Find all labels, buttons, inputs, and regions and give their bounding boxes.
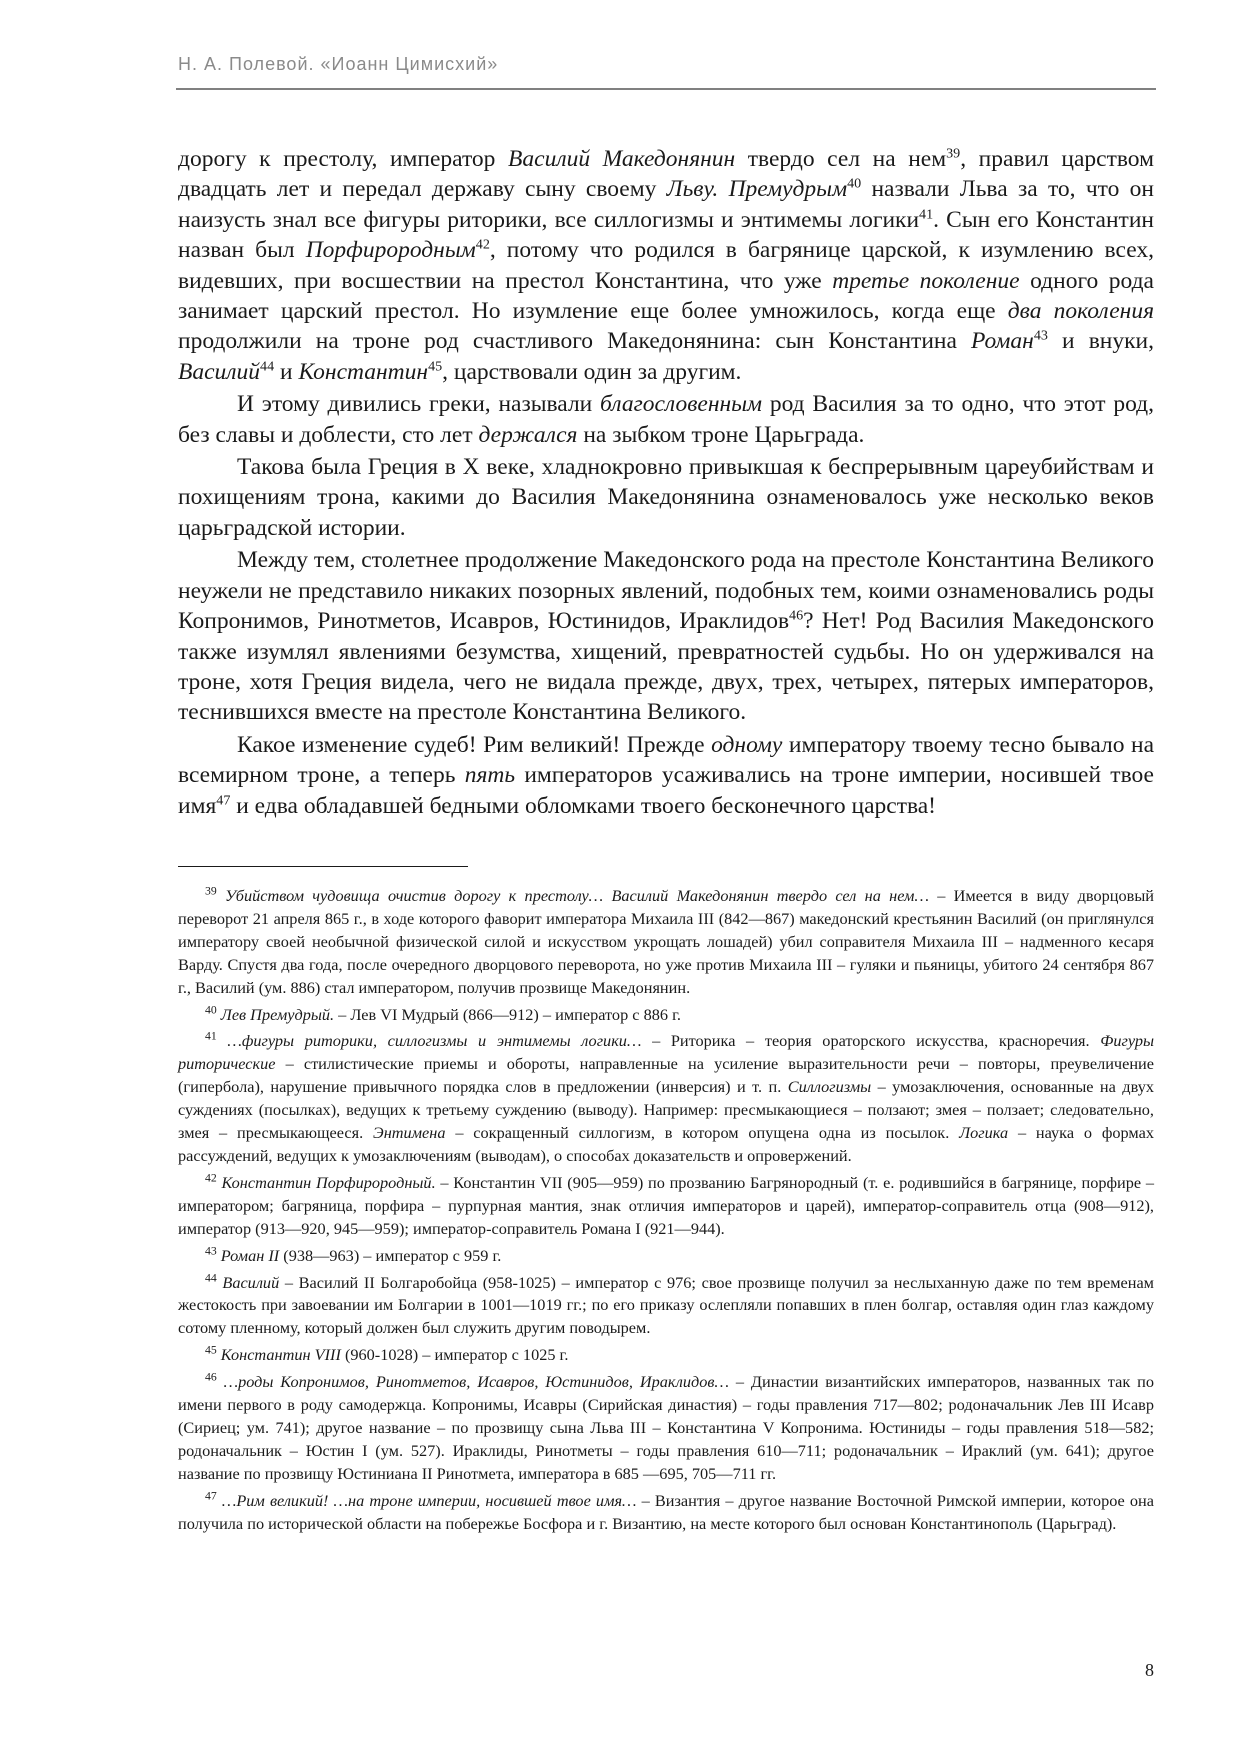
footnote-42: $^{42}$ Константин Порфирородный. – Константин VII (905—959) по прозванию Багрянородный (т. е. родившийся в багрянице, порфире – императором; багряница, порфира – пурпурная мантия, знак отличия императоров и царей), император-соправитель отца (908—912), император (913—920, 945—959); император-соправитель Романа I (921—944). <box>178 1171 1154 1238</box>
italic-term: Силлогизмы <box>787 1077 872 1097</box>
italic-term: Убийством чудовища очистив дорогу к престолу… Василий Македонянин твердо сел на нем… <box>225 886 929 905</box>
footnote-marker: 43 <box>205 1244 217 1258</box>
italic-term: Василий <box>222 1272 280 1292</box>
footnote-marker: 40 <box>847 175 862 192</box>
footnote-marker: 39 <box>946 145 961 162</box>
footnote-marker: 39 <box>205 884 217 898</box>
italic-term: одному <box>711 731 783 758</box>
italic-term: Константин <box>298 358 429 385</box>
footnote-39: $^{39}$ Убийством чудовища очистив дорогу к престолу… Василий Македонянин твердо сел на нем… – Имеется в виду дворцовый переворот 21 апреля 865 г., в ходе которого фаворит императора Михаила III (842—867) македонский крестьянин Василий (он приглянулся императору своей необычной физической силой и искусством укрощать лошадей) убил соправителя Михаила III – надменного кесаря Варду. Спустя два года, после очередного дворцового переворота, но уже против Михаила III – гуляки и пьяницы, убитого 24 сентября 867 г., Василий (ум. 886) стал императором, получив прозвище Македонянин. <box>178 884 1154 997</box>
italic-term: Роман II <box>220 1245 280 1265</box>
footnote-marker: 46 <box>789 607 804 624</box>
footnote-marker: 44 <box>260 358 275 375</box>
italic-term: Льву. Премудрым <box>666 176 848 203</box>
italic-term: Василий Македонянин <box>508 146 736 172</box>
header-rule <box>176 88 1156 90</box>
paragraph-3: Такова была Греция в X веке, хладнокровно привыкшая к беспрерывным цареубийствам и похищениям трона, какими до Василия Македонянина ознаменовалось уже несколько веков царьградской истории. <box>178 454 1154 541</box>
footnote-marker: 45 <box>428 358 443 375</box>
footnote-marker: 43 <box>1033 327 1048 344</box>
footnote-41: $^{41}$ …фигуры риторики, силлогизмы и энтимемы логики… – Риторика – теория ораторского искусства, красноречия. Фигуры риторические – стилистические приемы и обороты, направленные на усиление выразительности речи – повторы, преувеличение (гипербола), нарушение привычного порядка слов в предложении (инверсия) и т. п. Силлогизмы – умозаключения, основанные на двух суждениях (посылках), ведущих к третьему суждению (выводу). Например: пресмыкающиеся – ползают; змея – ползает; следовательно, змея – пресмыкающееся. Энтимена – сокращенный силлогизм, в котором опущена одна из посылок. Логика – наука о формах рассуждений, ведущих к умозаключениям (выводам), о способах доказательств и опровержений. <box>178 1029 1155 1165</box>
paragraph-5: Какое изменение судеб! Рим великий! Прежде одному императору твоему тесно бывало на всемирном троне, а теперь пять императоров усаживались на троне империи, носившей твое имя$^{47}$ и едва обладавшей бедными обломками твоего бесконечного царства! <box>178 731 1154 819</box>
italic-term: Константин Порфирородный. <box>221 1172 436 1192</box>
footnote-46: $^{46}$ …роды Копронимов, Ринотметов, Исавров, Юстинидов, Ираклидов… – Династии византийских императоров, названных так по имени первого в роду самодержца. Копронимы, Исавры (Сирийская династия) – годы правления 717—802; родоначальник Лев III Исавр (Сириец; ум. 741); другое название – по прозвищу сына Льва III – Константина V Копронима. Юстиниды – годы правления 518—582; родоначальник – Юстин I (ум. 527). Ираклиды, Ринотметы – годы правления 610—711; родоначальник – Ираклий (ум. 641); другое название по прозвищу Юстиниана II Ринотмета, императора в 685 —695, 705—711 гг. <box>178 1370 1154 1483</box>
italic-term: …Рим великий! …на троне империи, носившей твое имя… <box>221 1490 637 1510</box>
italic-term: благословенным <box>600 391 763 418</box>
footnote-marker: 46 <box>205 1370 217 1384</box>
running-header: Н. А. Полевой. «Иоанн Цимисхий» <box>178 54 499 74</box>
footnote-separator <box>178 866 468 867</box>
footnote-44: $^{44}$ Василий – Василий II Болгаробойца (958-1025) – император с 976; свое прозвище получил за неслыханную даже по тем временам жестокость при завоевании им Болгарии в 1001—1019 гг.; по его приказу ослепляли попавших в плен болгар, оставляя один глаз каждому сотому пленному, который должен был служить другим поводырем. <box>178 1271 1154 1338</box>
footnote-marker: 42 <box>205 1171 217 1185</box>
italic-term: Логика <box>959 1123 1009 1143</box>
italic-term: Фигуры риторические <box>178 1031 1155 1074</box>
footnote-40: $^{40}$ Лев Премудрый. – Лев VI Мудрый (866—912) – император с 886 г. <box>205 1003 681 1024</box>
main-text <box>178 144 1154 821</box>
footnote-marker: 45 <box>205 1343 217 1357</box>
italic-term: пять <box>464 762 516 789</box>
italic-term: Энтимена <box>373 1123 446 1143</box>
italic-term: …роды Копронимов, Ринотметов, Исавров, Юстинидов, Ираклидов… <box>223 1372 729 1392</box>
italic-term: Роман <box>971 328 1034 355</box>
italic-term: Василий <box>178 358 261 385</box>
footnote-marker: 41 <box>205 1029 217 1043</box>
paragraph-4: Между тем, столетнее продолжение Македонского рода на престоле Константина Великого неужели не представило никаких позорных явлений, подобных тем, коими ознаменовались роды Копронимов, Ринотметов, Исавров, Юстинидов, Ираклидов$^{46}$? Нет! Род Василия Македонского также изумлял явлениями безумства, хищений, превратностей судьбы. Но он удерживался на троне, хотя Греция видела, чего не видала прежде, двух, трех, четырех, пятерых императоров, теснившихся вместе на престоле Константина Великого. <box>178 547 1155 726</box>
footnote-marker: 40 <box>205 1003 217 1017</box>
footnote-marker: 42 <box>475 236 490 253</box>
footnotes <box>178 885 1154 1539</box>
italic-term: Константин VIII <box>220 1345 341 1365</box>
footnote-marker: 47 <box>205 1489 217 1503</box>
italic-term: Лев Премудрый. <box>220 1004 335 1024</box>
footnote-43: $^{43}$ Роман II (938—963) – император с 959 г. <box>205 1244 502 1265</box>
footnote-45: $^{45}$ Константин VIII (960-1028) – император с 1025 г. <box>205 1343 569 1365</box>
footnote-marker: 44 <box>205 1271 217 1285</box>
italic-term: два поколения <box>1007 298 1154 325</box>
footnote-47: $^{47}$ …Рим великий! …на троне империи, носившей твое имя… – Византия – другое название Восточной Римской империи, которое она получила по исторической области на побережье Босфора и г. Византию, на месте которого был основан Константинополь (Царьград). <box>178 1489 1154 1533</box>
page-number: 8 <box>1145 1660 1154 1680</box>
footnote-marker: 41 <box>919 206 934 223</box>
paragraph-2: И этому дивились греки, называли благословенным род Василия за то одно, что этот род, без славы и доблести, сто лет держался на зыбком троне Царьграда. <box>178 391 1154 448</box>
paragraph-1: дорогу к престолу, император Василий Македонянин твердо сел на нем$^{39}$, правил царством двадцать лет и передал державу сыну своему Льву. Премудрым$^{40}$ назвали Льва за то, что он наизусть знал все фигуры риторики, все силлогизмы и энтимемы логики$^{41}$. Сын его Константин назван был Порфирородным$^{42}$, потому что родился в багрянице царской, к изумлению всех, видевших, при восшествии на престол Константина, что уже третье поколение одного рода занимает царский престол. Но изумление еще более умножилось, когда еще два поколения продолжили на троне род счастливого Македонянина: сын Константина Роман$^{43}$ и внуки, Василий$^{44}$ и Константин$^{45}$, царствовали один за другим. <box>178 145 1154 385</box>
italic-term: держался <box>478 421 578 448</box>
footnote-marker: 47 <box>216 792 231 809</box>
italic-term: …фигуры риторики, силлогизмы и энтимемы логики… <box>227 1031 642 1051</box>
italic-term: Порфирородным <box>305 237 476 264</box>
italic-term: третье поколение <box>832 267 1020 294</box>
